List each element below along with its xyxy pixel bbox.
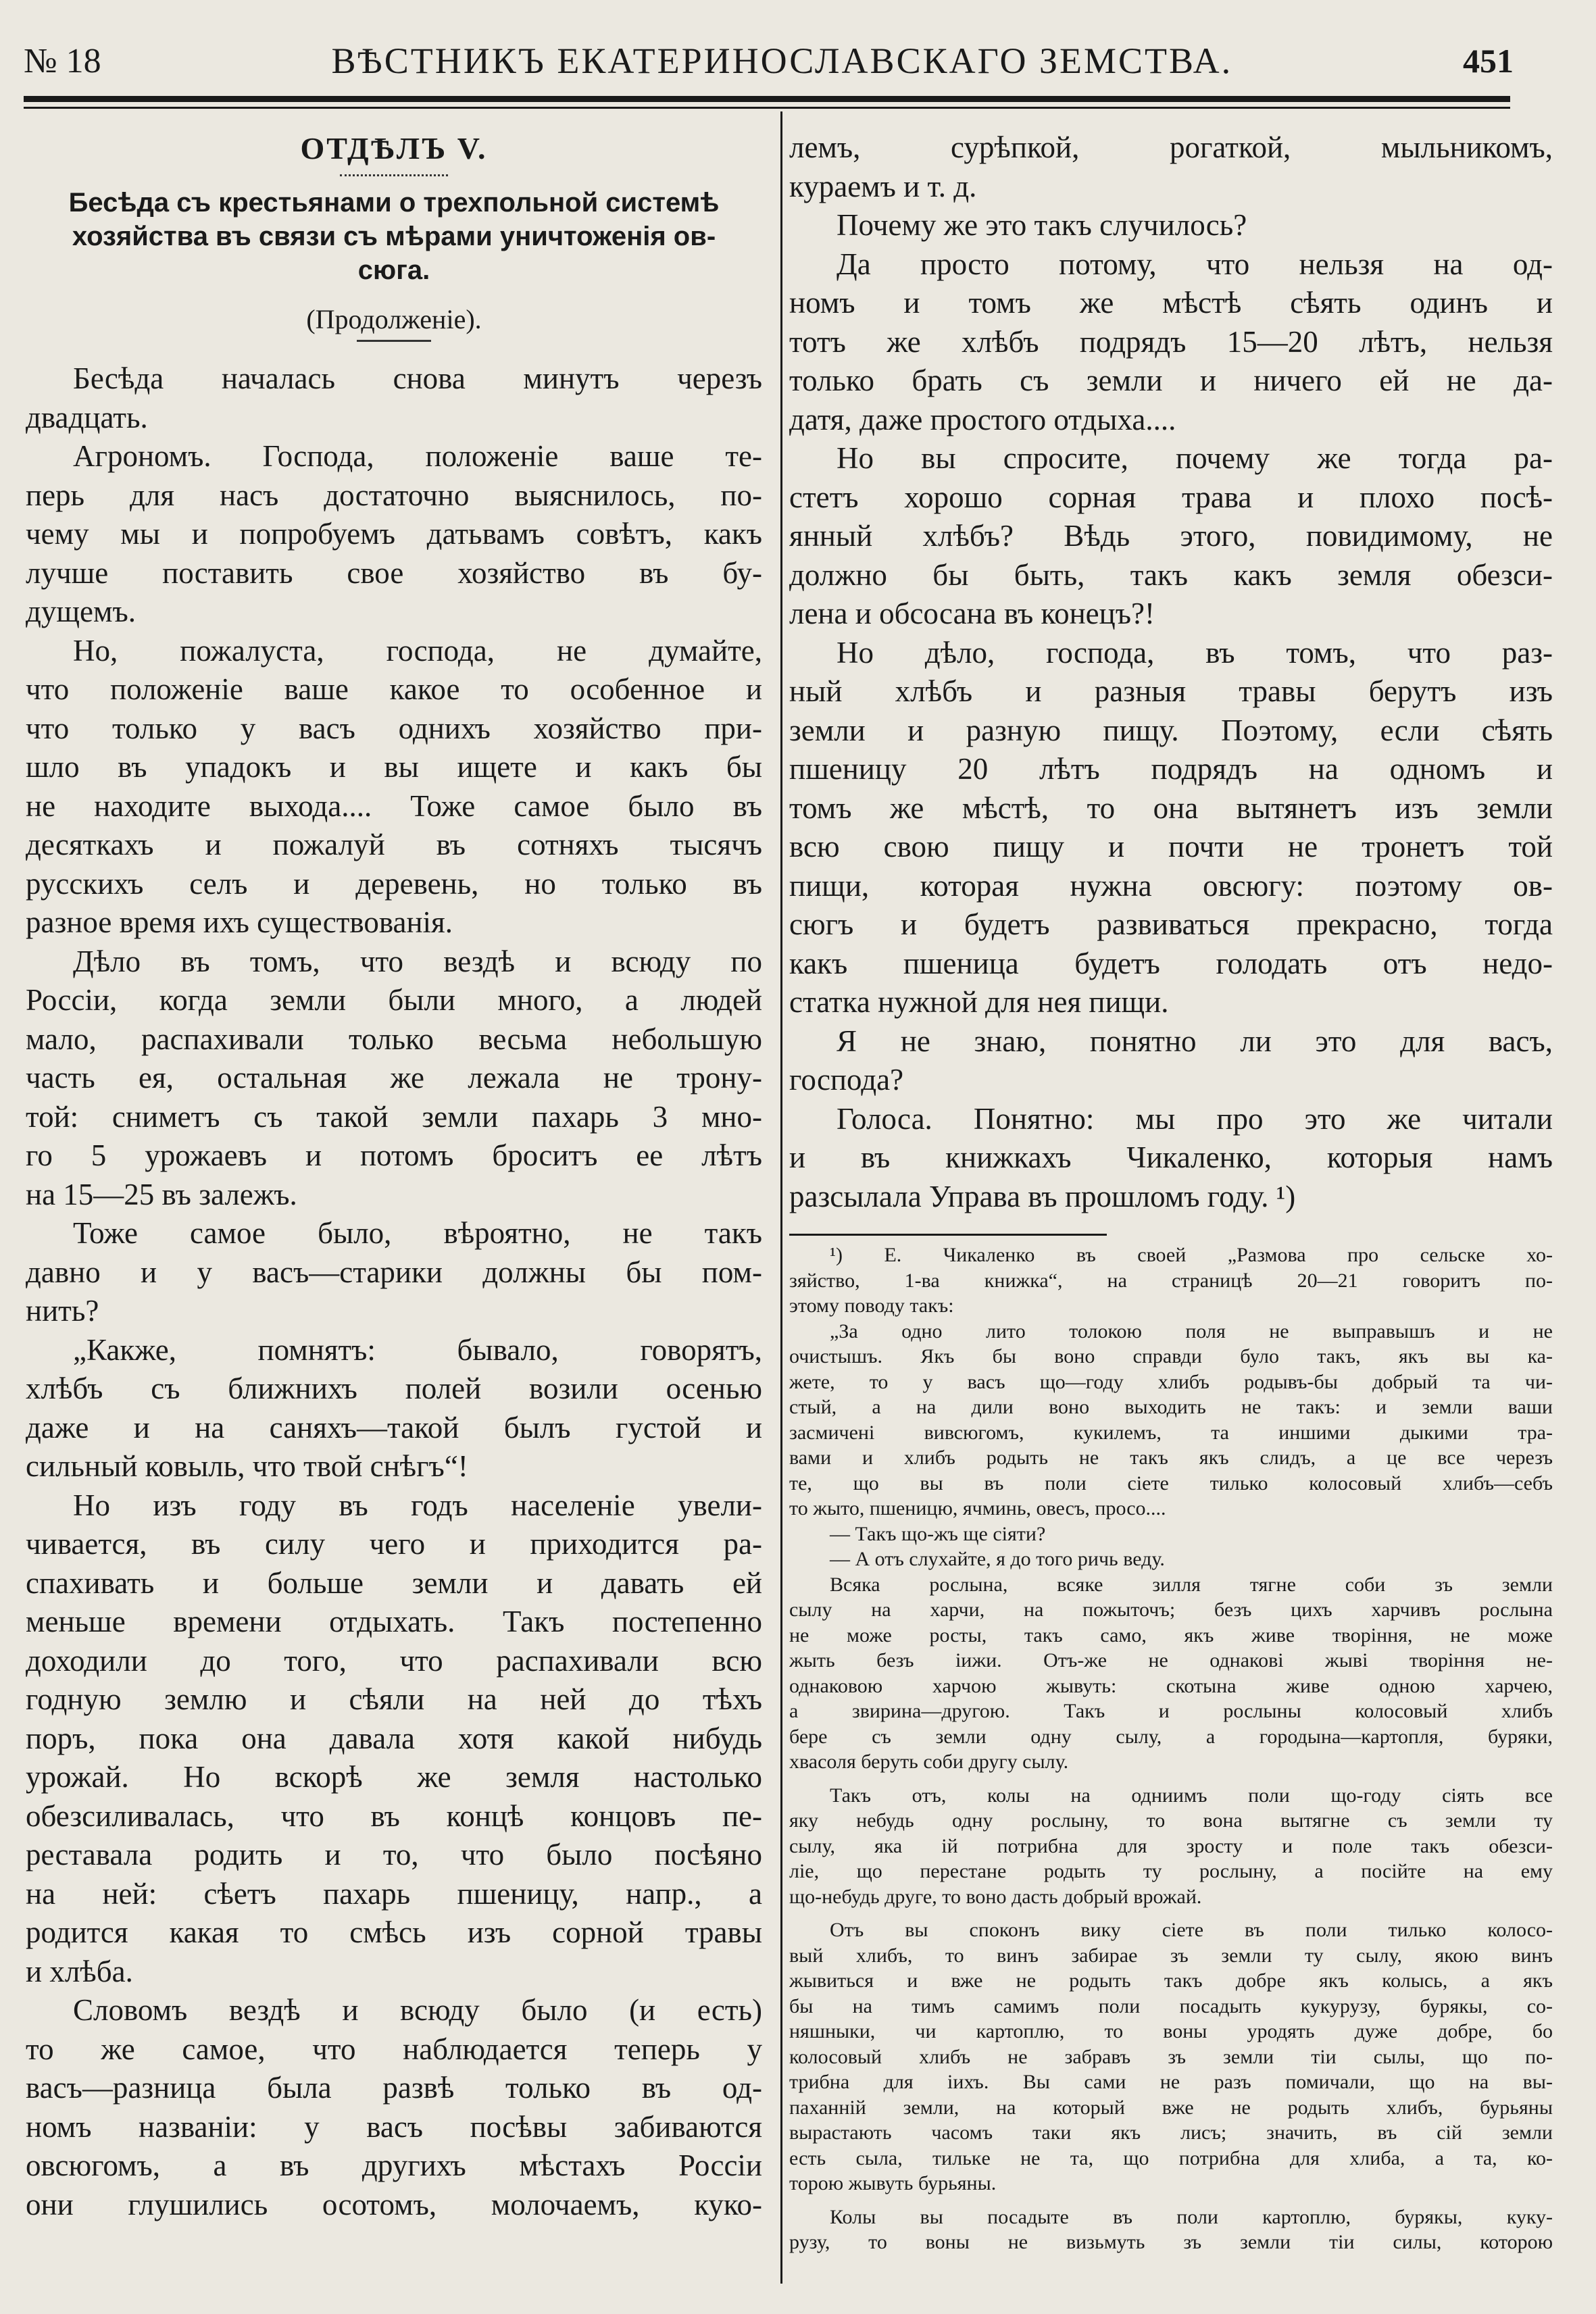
text-line: томъ же мѣстѣ, то она вытянетъ изъ земли: [789, 790, 1553, 825]
text-line: только брать съ земли и ничего ей не да-: [789, 363, 1553, 397]
text-line: сюгъ и будетъ развиваться прекрасно, тогда: [789, 907, 1553, 941]
text-line: номъ названіи: у васъ посѣвы забиваются: [26, 2109, 762, 2144]
right-column: [789, 128, 1553, 2255]
text-line: Бесѣда началась снова минутъ черезъ: [73, 361, 762, 395]
article-title: [26, 186, 762, 287]
text-line: Агрономъ. Господа, положеніе ваше те-: [73, 439, 762, 473]
text-line: статка нужной для нея пищи.: [789, 985, 1169, 1019]
footnote-line: вырастають часомъ таки якъ лисъ; значить, въ сiй земли: [789, 2121, 1553, 2144]
article-title-line: сюга.: [357, 255, 430, 285]
footnote-line: Отъ вы споконъ вику сiете въ поли тилько колосо-: [830, 1919, 1553, 1941]
text-line: земли и разную пищу. Поэтому, если сѣять: [789, 713, 1553, 747]
text-line: овсюгомъ, а въ другихъ мѣстахъ Россіи: [26, 2148, 762, 2182]
header-rule-thin: [24, 107, 1510, 109]
footnote-line: есть сыла, тилькe не та, що потрибна для хлиба, а та, ко-: [789, 2146, 1553, 2169]
article-title-line: хозяйства въ связи съ мѣрами уничтоженія ов-: [72, 222, 716, 251]
footnote-line: хвасоля беруть соби другу сылу.: [789, 1751, 1069, 1773]
footnote-line: жыть безъ iижи. Отъ-же не однаковi жывi творiння не-: [789, 1649, 1553, 1671]
text-line: на ней: сѣетъ пахарь пшеницу, напр., а: [26, 1876, 762, 1911]
text-line: стетъ хорошо сорная трава и плохо посѣ-: [789, 480, 1553, 514]
text-line: той: сниметъ съ такой земли пахарь 3 мно-: [26, 1099, 762, 1134]
column-divider: [780, 111, 782, 2284]
footnote-line: Такъ отъ, колы на одниимъ поли що-году сiять все: [830, 1784, 1553, 1807]
text-line: двадцать.: [26, 400, 148, 434]
footnote-line: этому поводу такъ:: [789, 1294, 954, 1317]
page-number: 451: [1463, 42, 1514, 80]
footnote-line: торою жывуть бурьяны.: [789, 2172, 997, 2194]
text-line: мало, распахивали только весьма небольшую: [26, 1022, 762, 1056]
text-line: лена и обсосана въ конецъ?!: [789, 597, 1155, 630]
text-line: русскихъ селъ и деревень, но только въ: [26, 866, 762, 901]
issue-number: № 18: [24, 41, 101, 80]
footnote-line: що-небудь друге, то воно дасть добрый врожай.: [789, 1885, 1202, 1908]
text-line: господа?: [789, 1063, 904, 1097]
text-line: Дѣло въ томъ, что вездѣ и всюду по: [73, 944, 762, 978]
left-column: [26, 128, 762, 2224]
text-line: даже и на саняхъ—такой былъ густой и: [26, 1410, 762, 1444]
footnote-line: вами и хлибъ родыть не такъ якъ слидъ, а це все черезъ: [789, 1447, 1553, 1469]
text-line: что только у васъ однихъ хозяйство при-: [26, 711, 762, 745]
paragraph-gap: [789, 2196, 1553, 2205]
text-line: на 15—25 въ залежъ.: [26, 1177, 297, 1211]
text-line: обезсиливалась, что въ концѣ концовъ пе-: [26, 1799, 762, 1833]
text-line: Голоса. Понятно: мы про это же читали: [837, 1101, 1553, 1136]
text-line: и въ книжкахъ Чикаленко, которыя намъ: [789, 1140, 1553, 1174]
footnote-line: паханнiй земли, на который вже не родыть хлибъ, бурьяны: [789, 2096, 1553, 2119]
text-line: Почему же это такъ случилось?: [837, 208, 1247, 242]
text-line: давно и у васъ—старики должны бы пом-: [26, 1255, 762, 1289]
text-line: янный хлѣбъ? Вѣдь этого, повидимому, не: [789, 519, 1553, 553]
footnote-line: засмиченi вивсюгомъ, кукилемъ, та иншими дыкими тра-: [789, 1421, 1553, 1444]
footnote-line: трибна для iихъ. Вы сами не разъ помичали, що на вы-: [789, 2071, 1553, 2093]
paragraph-gap: [789, 1909, 1553, 1917]
footnote-line: то жыто, пшеницю, ячминь, овесъ, просо....: [789, 1497, 1166, 1519]
footnote-line: бере съ земли одну сылу, а городына—картопля, буряки,: [789, 1725, 1553, 1748]
left-column-body: [26, 359, 762, 2224]
text-line: не находите выхода.... Тоже самое было въ: [26, 788, 762, 823]
text-line: разсылала Управа въ прошломъ году. ¹): [789, 1179, 1296, 1213]
footnote-line: стый, а на дили воно выходить не такъ: и земли ваши: [789, 1396, 1553, 1418]
text-line: го 5 урожаевъ и потомъ броситъ ее лѣтъ: [26, 1138, 762, 1172]
footnote-line: — Такъ що-жъ ще сiяти?: [830, 1522, 1046, 1545]
text-line: доходили до того, что распахивали всю: [26, 1643, 762, 1678]
text-line: годную землю и сѣяли на ней до тѣхъ: [26, 1682, 762, 1716]
text-line: спахивать и больше земли и давать ей: [26, 1565, 762, 1600]
text-line: Да просто потому, что нельзя на од-: [837, 247, 1553, 281]
text-line: всю свою пищу и почти не тронетъ той: [789, 830, 1553, 863]
text-line: они глушились осотомъ, молочаемъ, куко-: [26, 2187, 762, 2221]
text-line: „Какже, помнятъ: бывало, говорятъ,: [73, 1332, 762, 1367]
text-line: чивается, въ силу чего и приходится ра-: [26, 1527, 762, 1561]
journal-title: ВѢСТНИКЪ ЕКАТЕРИНОСЛАВСКАГО ЗЕМСТВА.: [331, 41, 1233, 81]
text-line: сильный ковыль, что твой снѣгъ“!: [26, 1449, 468, 1483]
footnote: [789, 1242, 1553, 2255]
text-line: тотъ же хлѣбъ подрядъ 15—20 лѣтъ, нельзя: [789, 324, 1553, 359]
right-column-body: [789, 128, 1553, 1216]
footnote-line: няшныки, чи картоплю, то воны уродять дуже добре, бо: [789, 2020, 1553, 2042]
dotted-separator: [340, 174, 448, 176]
text-line: лемъ, сурѣпкой, рогаткой, мыльникомъ,: [789, 130, 1553, 164]
footnote-line: — А отъ слухайте, я до того ричь веду.: [830, 1548, 1165, 1570]
article-title-line: Бесѣда съ крестьянами о трехпольной системѣ: [68, 188, 720, 218]
footnote-line: ¹) Е. Чикаленко въ своей „Размова про сельске хо-: [830, 1244, 1553, 1266]
text-line: датя, даже простого отдыха....: [789, 402, 1176, 436]
text-line: перь для насъ достаточно выяснилось, по-: [26, 478, 762, 512]
paragraph-gap: [789, 1775, 1553, 1783]
text-line: десяткахъ и пожалуй въ сотняхъ тысячъ: [26, 828, 762, 861]
footnote-line: зяйство, 1-ва книжка“, на страницѣ 20—21 говоритъ по-: [789, 1269, 1553, 1292]
text-line: часть ея, остальная же лежала не трону-: [26, 1061, 762, 1095]
footnote-line: а звирина—другою. Такъ и рослыны колосовый хлибъ: [789, 1700, 1553, 1722]
text-line: Но, пожалуста, господа, не думайте,: [73, 633, 762, 668]
text-line: реставала родить и то, что было посѣяно: [26, 1838, 762, 1871]
footnote-line: те, що вы въ поли сiете тилько колосовый хлибъ—себъ: [789, 1472, 1553, 1494]
text-line: нить?: [26, 1294, 99, 1328]
footnote-line: сылу на харчи, на пожыточъ; безъ цихъ харчивъ рослына: [789, 1599, 1553, 1621]
text-line: пшеницу 20 лѣтъ подрядъ на одномъ и: [789, 752, 1553, 786]
footnote-line: жывиться и вже не родыть такъ добре якъ колысь, а якъ: [789, 1969, 1553, 1992]
text-line: что положеніе ваше какое то особенное и: [26, 672, 762, 706]
dash-separator: [357, 340, 431, 342]
footnote-line: не може росты, такъ само, якъ живе творiння, не може: [789, 1624, 1553, 1646]
footnote-line: яку небудь одну рослыну, то вона вытягне съ земли ту: [789, 1809, 1553, 1832]
section-heading: ОТДѢЛЪ V.: [300, 131, 488, 166]
footnote-line: сылу, яка iй потрибна для зросту и поле такъ обезси-: [789, 1834, 1553, 1857]
footnote-line: очистышъ. Якъ бы воно справди було такъ, якъ вы ка-: [789, 1345, 1553, 1367]
footnote-line: Всяка рослына, всяке зилля тягне соби зъ земли: [830, 1573, 1553, 1596]
text-line: Тоже самое было, вѣроятно, не такъ: [73, 1216, 762, 1250]
text-line: дущемъ.: [26, 595, 136, 628]
footnote-line: колосовый хлибъ не забравъ зъ земли тiи сылы, що по-: [789, 2045, 1553, 2068]
text-line: чему мы и попробуемъ датьвамъ совѣтъ, какъ: [26, 517, 762, 551]
text-line: васъ—разница была развѣ только въ од-: [26, 2071, 762, 2105]
text-line: Я не знаю, понятно ли это для васъ,: [837, 1024, 1553, 1058]
footnote-line: однаковою харчою жывуть: скотына живе одною харчею,: [789, 1674, 1553, 1697]
footnote-line: жете, то у васъ що—году хлибъ родывъ-бы добрый та чи-: [789, 1370, 1553, 1393]
text-line: меньше времени отдыхать. Такъ постепенно: [26, 1605, 762, 1638]
text-line: Но вы спросите, почему же тогда ра-: [837, 441, 1553, 475]
header-rule-thick: [24, 96, 1510, 102]
text-line: разное время ихъ существованія.: [26, 905, 453, 939]
text-line: Но дѣло, господа, въ томъ, что раз-: [837, 635, 1553, 670]
footnote-line: вый хлибъ, то винъ забирае зъ земли ту сылу, якою винъ: [789, 1944, 1553, 1967]
text-line: родится какая то смѣсь изъ сорной травы: [26, 1915, 762, 1949]
text-line: и хлѣба.: [26, 1954, 133, 1988]
footnote-line: „За одно лито толокою поля не выправышъ и не: [830, 1319, 1553, 1342]
text-line: какъ пшеница будетъ голодать отъ недо-: [789, 946, 1553, 980]
text-line: номъ и томъ же мѣстѣ сѣять одинъ и: [789, 286, 1553, 320]
text-line: поръ, пока она давала хотя какой нибудь: [26, 1721, 762, 1755]
text-line: кураемъ и т. д.: [789, 169, 977, 203]
text-line: лучше поставить свое хозяйство въ бу-: [26, 555, 762, 590]
article-subtitle: (Продолженіе).: [306, 304, 482, 334]
page-header: [24, 27, 1514, 95]
text-line: Россіи, когда земли были много, а людей: [26, 983, 762, 1017]
footnote-line: лiе, що перестане родыть ту рослыну, а посiйте на ему: [789, 1860, 1553, 1882]
text-line: Но изъ году въ годъ населеніе увели-: [73, 1488, 762, 1522]
text-line: урожай. Но вскорѣ же земля настолько: [26, 1760, 762, 1794]
text-line: шло въ упадокъ и вы ищете и какъ бы: [26, 750, 762, 784]
text-line: должно бы быть, такъ какъ земля обезси-: [789, 557, 1553, 592]
text-line: Словомъ вездѣ и всюду было (и есть): [73, 1993, 762, 2027]
text-line: пищи, которая нужна овсюгу: поэтому ов-: [789, 868, 1553, 903]
footnote-rule: [789, 1234, 1107, 1236]
footnote-line: Колы вы посадыте въ поли картоплю, бурякы, куку-: [830, 2205, 1553, 2228]
footnote-line: бы на тимъ самимъ поли посадыть кукурузу, бурякы, со-: [789, 1994, 1553, 2017]
text-line: хлѣбъ съ ближнихъ полей возили осенью: [26, 1372, 762, 1405]
text-line: то же самое, что наблюдается теперь у: [26, 2032, 762, 2066]
text-line: ный хлѣбъ и разныя травы берутъ изъ: [789, 674, 1553, 708]
footnote-line: рузу, то воны не визьмуть зъ земли тiи силы, которою: [789, 2231, 1553, 2253]
